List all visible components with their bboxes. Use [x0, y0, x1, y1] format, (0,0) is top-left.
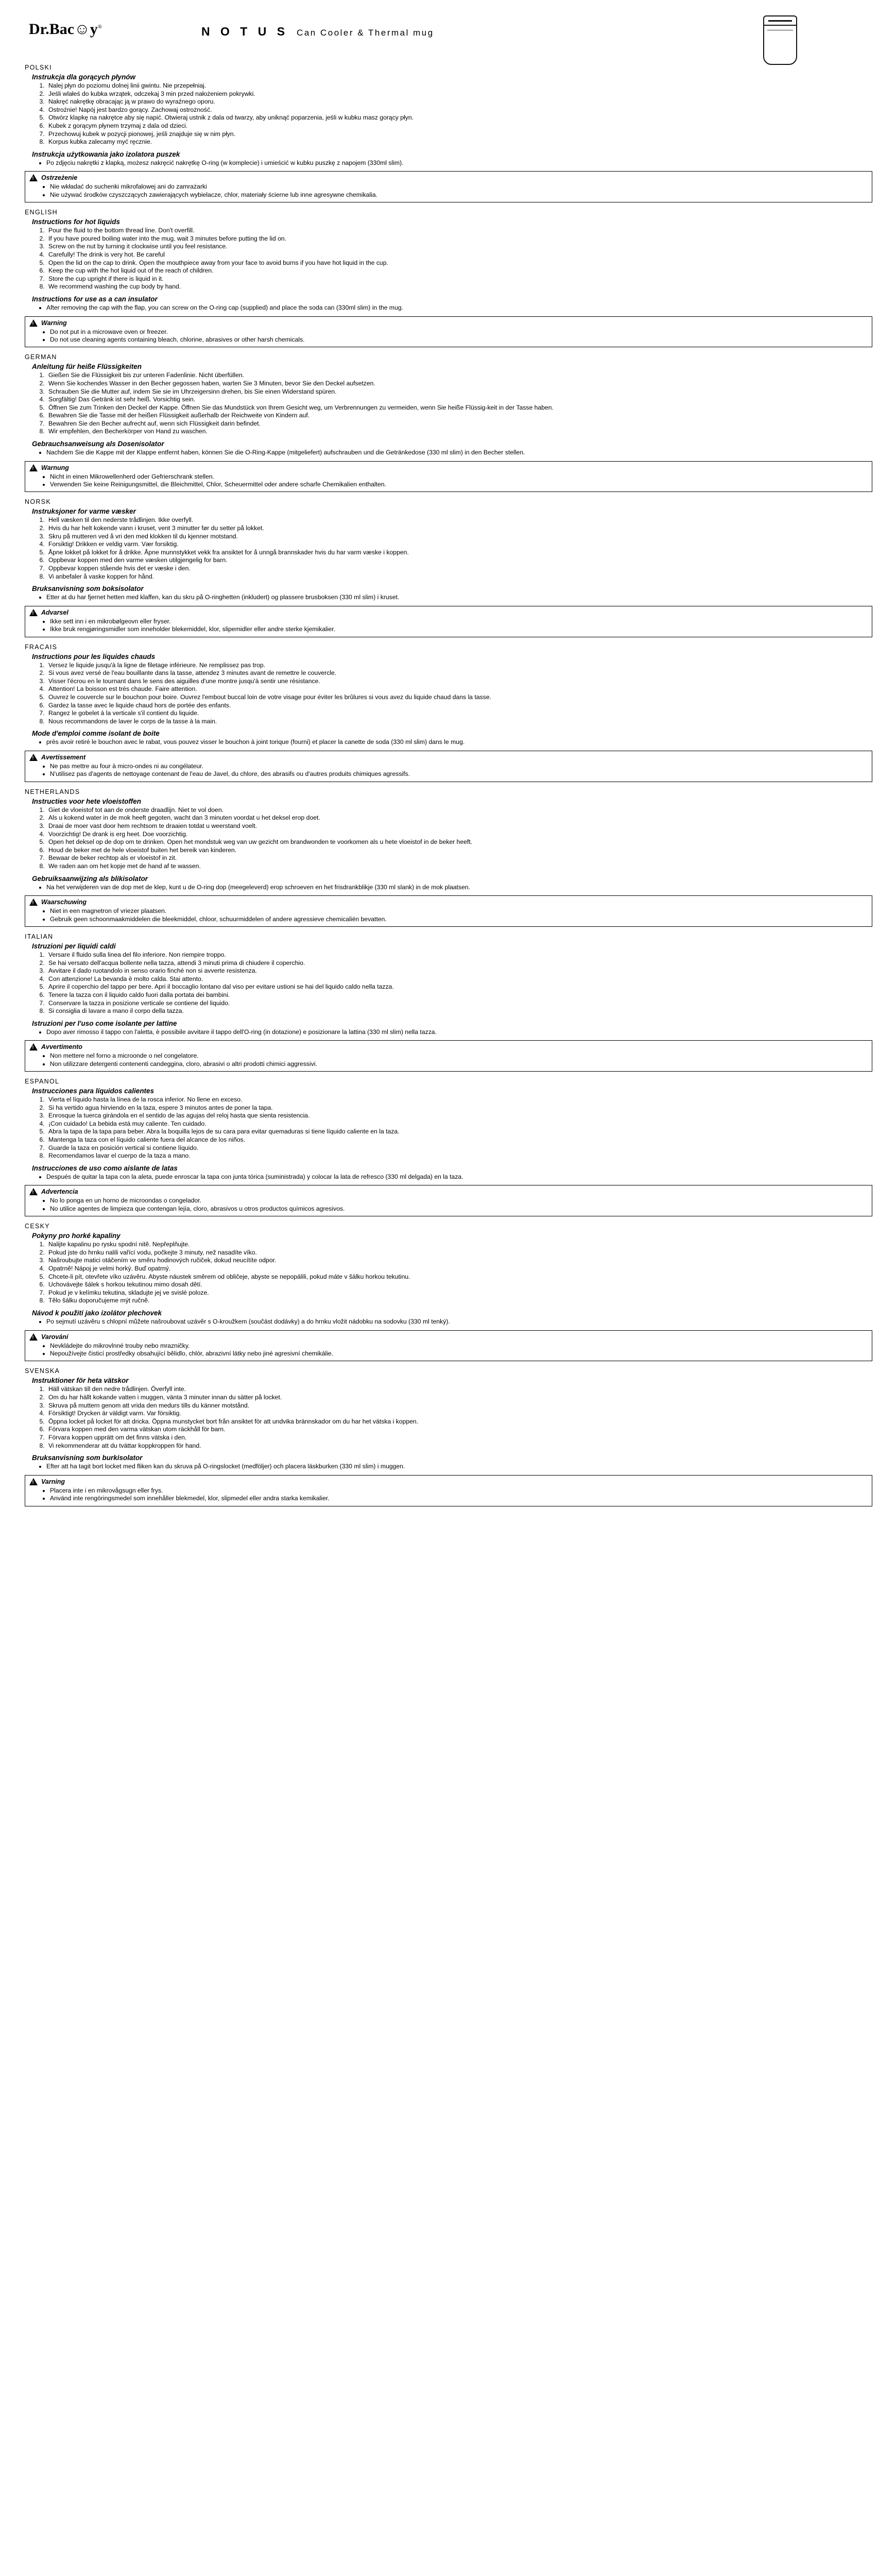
warning-header	[29, 319, 868, 327]
list-item: 6. Keep the cup with the hot liquid out of the reach of children.	[46, 267, 872, 275]
section-title: Návod k použití jako izolátor plechovek	[32, 1309, 162, 1317]
note-list	[24, 1318, 872, 1326]
warning-triangle-icon	[29, 899, 38, 906]
warning-list	[29, 762, 868, 778]
list-item: 6. Oppbevar koppen med den varme væsken utilgjengelig for barn.	[46, 556, 872, 565]
language-block	[24, 209, 872, 347]
list-item: 8. Recomendamos lavar el cuerpo de la taza a mano.	[46, 1152, 872, 1160]
warning-box	[25, 1475, 872, 1506]
list-item: 2. Si ha vertido agua hirviendo en la taza, espere 3 minutos antes de poner la tapa.	[46, 1104, 872, 1112]
section-title: Instrukcja użytkowania jako izolatora puszek	[32, 150, 180, 158]
list-item: 4. Försiktigt! Drycken är väldigt varm. Var försiktig.	[46, 1410, 872, 1418]
list-item: 5. Aprire il coperchio del tappo per bere. Apri il boccaglio lontano dal viso per evitare ustioni se hai del liquido caldo nella tazza.	[46, 983, 872, 991]
language-name: POLSKI	[25, 64, 52, 71]
list-item: 6. Uchovávejte šálek s horkou tekutinou mimo dosah dětí.	[46, 1281, 872, 1289]
list-item: 8. Nous recommandons de laver le corps de la tasse à la main.	[46, 718, 872, 726]
step-list	[24, 1241, 872, 1305]
warning-box	[25, 606, 872, 637]
list-item: 5. Open the lid on the cap to drink. Open the mouthpiece away from your face to avoid burns if you have hot liquid in the cup.	[46, 259, 872, 267]
list-item: 1. Vierta el líquido hasta la línea de la rosca inferior. No llene en exceso.	[46, 1096, 872, 1104]
section-title: Mode d'emploi comme isolant de boite	[32, 730, 160, 738]
section-title: Anleitung für heiße Flüssigkeiten	[32, 363, 142, 371]
list-item: 4. Con attenzione! La bevanda è molto calda. Stai attento.	[46, 975, 872, 984]
warning-title: Avvertimento	[41, 1043, 82, 1051]
warning-item: • Nicht in einen Mikrowellenherd oder Gefrierschrank stellen.	[50, 473, 868, 481]
brand-logo-text: Dr.Bac	[29, 21, 75, 38]
list-item: 8. We recommend washing the cup body by hand.	[46, 283, 872, 291]
list-item: 2. Si vous avez versé de l'eau bouillante dans la tasse, attendez 3 minutes avant de remettre le couvercle.	[46, 669, 872, 677]
warning-header	[29, 1333, 868, 1341]
warning-item: • Gebruik geen schoonmaakmiddelen die bleekmiddel, chloor, schuurmiddelen of andere agressieve chemicaliën bevatten.	[50, 916, 868, 923]
warning-header	[29, 1478, 868, 1485]
warning-item: • Do not use cleaning agents containing bleach, chlorine, abrasives or other harsh chemicals.	[50, 336, 868, 344]
warning-item: • No utilice agentes de limpieza que contengan lejía, cloro, abrasivos u otros productos químicos agresivos.	[50, 1205, 868, 1213]
warning-title: Warning	[41, 319, 67, 327]
warning-item: • Ne pas mettre au four à micro-ondes ni au congélateur.	[50, 762, 868, 770]
warning-item: • Nie używać środków czyszczących zawierających wybielacze, chlor, materiały ścierne lub inne agresywne chemikalia.	[50, 191, 868, 199]
warning-triangle-icon	[29, 609, 38, 616]
list-item: • Efter att ha tagit bort locket med fliken kan du skruva på O-ringslocket (medföljer) och placera läskburken (330 ml slim) i muggen.	[46, 1463, 872, 1471]
warning-list	[29, 618, 868, 634]
list-item: 6. Bewahren Sie die Tasse mit der heißen Flüssigkeit außerhalb der Reichweite von Kindern auf.	[46, 412, 872, 420]
language-block	[24, 933, 872, 1072]
list-item: 7. Guarde la taza en posición vertical si contiene líquido.	[46, 1144, 872, 1153]
list-item: 4. Sorgfältig! Das Getränk ist sehr heiß. Vorsichtig sein.	[46, 396, 872, 404]
list-item: 7. Przechowuj kubek w pozycji pionowej, jeśli znajduje się w nim płyn.	[46, 130, 872, 139]
list-item: 7. Conservare la tazza in posizione verticale se contiene del liquido.	[46, 999, 872, 1008]
warning-item: • Nie wkładać do suchenki mikrofalowej ani do zamrażarki	[50, 183, 868, 191]
list-item: 2. Pokud jste do hrnku nalili vařící vodu, počkejte 3 minuty, než nasadíte víko.	[46, 1249, 872, 1257]
list-item: 4. Voorzichtig! De drank is erg heet. Doe voorzichtig.	[46, 831, 872, 839]
list-item: 5. Chcete-li pít, otevřete víko uzávěru. Abyste náustek směrem od obličeje, abyste se nepopálili, pokud máte v šálku horkou tekutinu.	[46, 1273, 872, 1281]
language-block	[24, 498, 872, 637]
warning-triangle-icon	[29, 319, 38, 327]
section-title: Gebruiksaanwijzing als blikisolator	[32, 874, 148, 883]
list-item: 7. Pokud je v kelímku tekutina, skladujte jej ve svislé poloze.	[46, 1289, 872, 1297]
list-item: 6. Förvara koppen med den varma vätskan utom räckhåll för barn.	[46, 1426, 872, 1434]
note-list	[24, 1028, 872, 1037]
list-item: 5. Abra la tapa de la tapa para beber. Abra la boquilla lejos de su cara para evitar quemaduras si tiene líquido caliente en la taza.	[46, 1128, 872, 1136]
warning-item: • Non utilizzare detergenti contenenti candeggina, cloro, abrasivi o altri prodotti chimici aggressivi.	[50, 1060, 868, 1068]
list-item: • près avoir retiré le bouchon avec le rabat, vous pouvez visser le bouchon à joint torique (fourni) et placer la canette de soda (330 ml slim) dans le mug.	[46, 738, 872, 747]
warning-item: • Niet in een magnetron of vriezer plaatsen.	[50, 907, 868, 915]
list-item: 2. Wenn Sie kochendes Wasser in den Becher gegossen haben, warten Sie 3 Minuten, bevor Sie den Deckel aufsetzen.	[46, 380, 872, 388]
list-item: • Po zdjęciu nakrętki z klapką, możesz nakręcić nakrętkę O-ring (w komplecie) i umieścić w kubku puszkę z napojem (330ml slim).	[46, 159, 872, 167]
document-header	[24, 18, 872, 58]
section-title: Instructies voor hete vloeistoffen	[32, 797, 142, 805]
list-item: 1. Versare il fluido sulla linea del filo inferiore. Non riempire troppo.	[46, 951, 872, 959]
list-item: 5. Open het deksel op de dop om te drinken. Open het mondstuk weg van uw gezicht om brandwonden te voorkomen als u hete vloeistof in de beker heeft.	[46, 838, 872, 846]
section-title: Pokyny pro horké kapaliny	[32, 1232, 120, 1240]
list-item: 3. Draai de moer vast door hem rechtsom te draaien totdat u weerstand voelt.	[46, 822, 872, 831]
list-item: 3. Visser l'écrou en le tournant dans le sens des aiguilles d'une montre jusqu'à sentir une résistance.	[46, 677, 872, 686]
step-list	[24, 82, 872, 146]
list-item: 8. We raden aan om het kopje met de hand af te wassen.	[46, 862, 872, 871]
list-item: 8. Tělo šálku doporučujeme mýt ručně.	[46, 1297, 872, 1305]
list-item: 3. Screw on the nut by turning it clockwise until you feel resistance.	[46, 243, 872, 251]
section-title: Istruzioni per liquidi caldi	[32, 942, 116, 950]
warning-item: • No lo ponga en un horno de microondas o congelador.	[50, 1197, 868, 1205]
list-item: • Na het verwijderen van de dop met de klep, kunt u de O-ring dop (meegeleverd) erop schroeven en het frisdrankblikje (330 ml slank) in de mok plaatsen.	[46, 884, 872, 892]
list-item: 2. Se hai versato dell'acqua bollente nella tazza, attendi 3 minuti prima di chiudere il coperchio.	[46, 959, 872, 968]
warning-item: • Non mettere nel forno a microonde o nel congelatore.	[50, 1052, 868, 1060]
warning-item: • Ikke bruk rengjøringsmidler som inneholder blekemiddel, klor, slipemidler eller andre sterke kjemikalier.	[50, 625, 868, 633]
list-item: 4. Forsiktig! Drikken er veldig varm. Vær forsiktig.	[46, 540, 872, 549]
warning-box	[25, 316, 872, 348]
warning-item: • Nevkládejte do mikrovlnné trouby nebo mrazničky.	[50, 1342, 868, 1350]
list-item: 8. Vi rekommenderar att du tvättar koppkroppen för hand.	[46, 1442, 872, 1450]
brand-logo-smile: ☺	[74, 21, 90, 38]
warning-title: Advarsel	[41, 608, 68, 616]
list-item: 5. Ouvrez le couvercle sur le bouchon pour boire. Ouvrez l'embout buccal loin de votre visage pour éviter les brûlures si vous avez du liquide chaud dans la tasse.	[46, 693, 872, 702]
language-block	[24, 1078, 872, 1216]
step-list	[24, 516, 872, 581]
warning-title: Avertissement	[41, 753, 86, 761]
section-title: Gebrauchsanweisung als Dosenisolator	[32, 440, 164, 448]
brand-logo-tail: y	[90, 21, 98, 38]
warning-header	[29, 174, 868, 181]
warning-item: • Nepoužívejte čisticí prostředky obsahující bělidlo, chlór, abrazivní látky nebo jiné agresivní chemikálie.	[50, 1350, 868, 1358]
warning-box	[25, 1040, 872, 1072]
list-item: 6. Tenere la tazza con il liquido caldo fuori dalla portata dei bambini.	[46, 991, 872, 999]
step-list	[24, 371, 872, 436]
warning-item: • Do not put in a microwave oven or freezer.	[50, 328, 868, 336]
list-item: 7. Bewahren Sie den Becher aufrecht auf, wenn sich Flüssigkeit darin befindet.	[46, 420, 872, 428]
list-item: 3. Skruva på muttern genom att vrida den medurs tills du känner motstånd.	[46, 1402, 872, 1410]
list-item: • After removing the cap with the flap, you can screw on the O-ring cap (supplied) and place the soda can (330ml slim) in the mug.	[46, 304, 872, 312]
list-item: 1. Pour the fluid to the bottom thread line. Don't overfill.	[46, 227, 872, 235]
warning-header	[29, 1043, 868, 1050]
warning-header	[29, 609, 868, 616]
warning-list	[29, 183, 868, 199]
list-item: 2. Jeśli wlałeś do kubka wrzątek, odczekaj 3 min przed nałożeniem pokrywki.	[46, 90, 872, 98]
language-name: FRACAIS	[25, 643, 58, 651]
note-list	[24, 738, 872, 747]
language-sections	[24, 64, 872, 1506]
list-item: 5. Otwórz klapkę na nakrętce aby się napić. Otwieraj ustnik z dala od twarzy, aby uniknąć poparzenia, jeśli w kubku masz gorący płyn.	[46, 114, 872, 122]
product-title-line	[201, 25, 434, 39]
section-title: Bruksanvisning som burkisolator	[32, 1454, 143, 1462]
warning-triangle-icon	[29, 1188, 38, 1195]
language-block	[24, 353, 872, 492]
warning-triangle-icon	[29, 1478, 38, 1485]
list-item: 5. Öffnen Sie zum Trinken den Deckel der Kappe. Öffnen Sie das Mundstück von Ihrem Gesicht weg, um Verbrennungen zu vermeiden, wenn Sie heiße Flüssig-keit in der Tasse haben.	[46, 404, 872, 412]
list-item: 1. Gießen Sie die Flüssigkeit bis zur unteren Fadenlinie. Nicht überfüllen.	[46, 371, 872, 380]
list-item: 4. Carefully! The drink is very hot. Be careful	[46, 251, 872, 259]
language-name: GERMAN	[25, 353, 57, 361]
list-item: • Después de quitar la tapa con la aleta, puede enroscar la tapa con junta tórica (suministrada) y colocar la lata de refresco (330 ml delgada) en la taza.	[46, 1173, 872, 1181]
product-subtitle: Can Cooler & Thermal mug	[297, 28, 434, 38]
language-name: SVENSKA	[25, 1367, 60, 1375]
step-list	[24, 662, 872, 726]
list-item: 6. Gardez la tasse avec le liquide chaud hors de portée des enfants.	[46, 702, 872, 710]
language-name: ITALIAN	[25, 933, 54, 940]
section-title: Instrukcja dla gorących płynów	[32, 73, 136, 81]
warning-item: • Använd inte rengöringsmedel som innehåller blekmedel, klor, slipmedel eller andra starka kemikalier.	[50, 1495, 868, 1502]
list-item: 3. Enrosque la tuerca girándola en el sentido de las agujas del reloj hasta que sienta resistencia.	[46, 1112, 872, 1120]
warning-header	[29, 899, 868, 906]
language-block	[24, 1367, 872, 1506]
language-name: NORSK	[25, 498, 51, 506]
warning-box	[25, 751, 872, 782]
list-item: 4. ¡Con cuidado! La bebida está muy caliente. Ten cuidado.	[46, 1120, 872, 1128]
language-block	[24, 643, 872, 782]
step-list	[24, 1096, 872, 1160]
section-title: Instructions for hot liquids	[32, 218, 120, 226]
list-item: • Nachdem Sie die Kappe mit der Klappe entfernt haben, können Sie die O-Ring-Kappe (mitgeliefert) aufschrauben und die Getränkedose (330 ml slim) in den Becher stellen.	[46, 449, 872, 457]
list-item: 1. Nalej płyn do poziomu dolnej linii gwintu. Nie przepełniaj.	[46, 82, 872, 90]
warning-box	[25, 1185, 872, 1216]
brand-logo	[29, 21, 102, 38]
list-item: 8. Wir empfehlen, den Becherkörper von Hand zu waschen.	[46, 428, 872, 436]
warning-box	[25, 895, 872, 927]
warning-item: • Placera inte i en mikrovågsugn eller frys.	[50, 1487, 868, 1495]
warning-box	[25, 1330, 872, 1362]
step-list	[24, 951, 872, 1015]
warning-item: • N'utilisez pas d'agents de nettoyage contenant de l'eau de Javel, du chlore, des abrasifs ou d'autres produits chimiques agressifs.	[50, 770, 868, 778]
warning-triangle-icon	[29, 174, 38, 181]
warning-list	[29, 907, 868, 923]
list-item: 5. Öppna locket på locket för att dricka. Öppna munstycket bort från ansiktet för att undvika brännskador om du har het vätska i koppen.	[46, 1418, 872, 1426]
list-item: 7. Förvara koppen upprätt om det finns vätska i den.	[46, 1434, 872, 1442]
note-list	[24, 304, 872, 312]
list-item: 3. Schrauben Sie die Mutter auf, indem Sie sie im Uhrzeigersinn drehen, bis Sie einen Widerstand spüren.	[46, 388, 872, 396]
warning-list	[29, 328, 868, 344]
language-name: ESPANOL	[25, 1078, 60, 1086]
list-item: 1. Hell væsken til den nederste trådlinjen. Ikke overfyll.	[46, 516, 872, 524]
list-item: 2. Hvis du har helt kokende vann i kruset, vent 3 minutter før du setter på lokket.	[46, 524, 872, 533]
step-list	[24, 806, 872, 871]
section-title: Instructions pour les liquides chauds	[32, 652, 156, 660]
list-item: 7. Store the cup upright if there is liquid in it.	[46, 275, 872, 283]
list-item: 8. Vi anbefaler å vaske koppen for hånd.	[46, 573, 872, 581]
warning-header	[29, 464, 868, 471]
warning-header	[29, 754, 868, 761]
warning-list	[29, 473, 868, 489]
list-item: 1. Häll vätskan till den nedre trådlinjen. Överfyll inte.	[46, 1385, 872, 1394]
list-item: 4. Opatrně! Nápoj je velmi horký. Buď opatrný.	[46, 1265, 872, 1273]
brand-registered-mark: ®	[97, 24, 102, 30]
list-item: 6. Houd de beker met de hele vloeistof buiten het bereik van kinderen.	[46, 846, 872, 855]
language-name: NETHERLANDS	[25, 788, 80, 795]
warning-list	[29, 1487, 868, 1503]
warning-list	[29, 1052, 868, 1068]
warning-box	[25, 171, 872, 202]
list-item: 4. Ostrożnie! Napój jest bardzo gorący. Zachowaj ostrożność.	[46, 106, 872, 114]
list-item: 2. If you have poured boiling water into the mug, wait 3 minutes before putting the lid on.	[46, 235, 872, 243]
language-block	[24, 64, 872, 202]
list-item: • Dopo aver rimosso il tappo con l'aletta, è possibile avvitare il tappo dell'O-ring (in dotazione) e posizionare la lattina (330 ml slim) nella tazza.	[46, 1028, 872, 1037]
warning-title: Waarschuwing	[41, 899, 87, 906]
note-list	[24, 449, 872, 457]
warning-triangle-icon	[29, 1333, 38, 1341]
warning-title: Warnung	[41, 464, 69, 471]
warning-title: Varning	[41, 1478, 65, 1485]
list-item: 3. Nakręć nakrętkę obracając ją w prawo do wyraźnego oporu.	[46, 98, 872, 106]
step-list	[24, 227, 872, 291]
warning-title: Advertencia	[41, 1188, 78, 1196]
list-item: 7. Bewaar de beker rechtop als er vloeistof in zit.	[46, 854, 872, 862]
language-block	[24, 1223, 872, 1361]
section-title: Instrucciones para líquidos calientes	[32, 1087, 154, 1095]
list-item: 6. Kubek z gorącym płynem trzymaj z dala od dzieci.	[46, 122, 872, 130]
note-list	[24, 594, 872, 602]
product-name: N O T U S	[201, 25, 289, 38]
list-item: 2. Om du har hällt kokande vatten i muggen, vänta 3 minuter innan du sätter på locket.	[46, 1394, 872, 1402]
list-item: 3. Našroubujte matici otáčením ve směru hodinových ručiček, dokud neucítíte odpor.	[46, 1257, 872, 1265]
language-name: CESKY	[25, 1223, 50, 1230]
list-item: 7. Oppbevar koppen stående hvis det er væske i den.	[46, 565, 872, 573]
list-item: 4. Attention! La boisson est très chaude. Faire attention.	[46, 685, 872, 693]
list-item: 8. Si consiglia di lavare a mano il corpo della tazza.	[46, 1007, 872, 1015]
warning-title: Ostrzeżenie	[41, 174, 78, 182]
language-name: ENGLISH	[25, 209, 58, 216]
note-list	[24, 159, 872, 167]
section-title: Istruzioni per l'uso come isolante per lattine	[32, 1019, 177, 1027]
note-list	[24, 884, 872, 892]
section-title: Instructions for use as a can insulator	[32, 295, 158, 303]
warning-triangle-icon	[29, 1043, 38, 1050]
warning-item: • Verwenden Sie keine Reinigungsmittel, die Bleichmittel, Chlor, Scheuermittel oder andere scharfe Chemikalien enthalten.	[50, 481, 868, 488]
list-item: 1. Versez le liquide jusqu'à la ligne de filetage inférieure. Ne remplissez pas trop.	[46, 662, 872, 670]
list-item: 3. Avvitare il dado ruotandolo in senso orario finché non si avverte resistenza.	[46, 967, 872, 975]
list-item: 2. Als u kokend water in de mok heeft gegoten, wacht dan 3 minuten voordat u het deksel erop doet.	[46, 814, 872, 822]
list-item: • Po sejmutí uzávěru s chlopní můžete našroubovat uzávěr s O-kroužkem (součást dodávky) a do hrnku vložit nádobku na sodovku (330 ml tenký).	[46, 1318, 872, 1326]
warning-item: • Ikke sett inn i en mikrobølgeovn eller fryser.	[50, 618, 868, 625]
list-item: 6. Mantenga la taza con el líquido caliente fuera del alcance de los niños.	[46, 1136, 872, 1144]
list-item: 1. Nalijte kapalinu po rysku spodní nitě. Nepřeplňujte.	[46, 1241, 872, 1249]
list-item: • Etter at du har fjernet hetten med klaffen, kan du skru på O-ringhetten (inkludert) og plassere brusboksen (330 ml slim) i kruset.	[46, 594, 872, 602]
list-item: 1. Giet de vloeistof tot aan de onderste draadlijn. Niet te vol doen.	[46, 806, 872, 815]
note-list	[24, 1173, 872, 1181]
warning-list	[29, 1342, 868, 1358]
section-title: Instruksjoner for varme væsker	[32, 507, 136, 516]
warning-title: Varování	[41, 1333, 68, 1341]
list-item: 7. Rangez le gobelet à la verticale s'il contient du liquide.	[46, 709, 872, 718]
warning-list	[29, 1197, 868, 1213]
note-list	[24, 1463, 872, 1471]
step-list	[24, 1385, 872, 1450]
warning-header	[29, 1188, 868, 1195]
section-title: Instrucciones de uso como aislante de latas	[32, 1164, 178, 1172]
list-item: 5. Åpne lokket på lokket for å drikke. Åpne munnstykket vekk fra ansiktet for å unngå brannskader hvis du har varm væske i koppen.	[46, 549, 872, 557]
list-item: 8. Korpus kubka zalecamy myć ręcznie.	[46, 138, 872, 146]
section-title: Bruksanvisning som boksisolator	[32, 585, 144, 593]
warning-triangle-icon	[29, 464, 38, 471]
warning-triangle-icon	[29, 754, 38, 761]
list-item: 3. Skru på mutteren ved å vri den med klokken til du kjenner motstand.	[46, 533, 872, 541]
language-block	[24, 788, 872, 927]
section-title: Instruktioner för heta vätskor	[32, 1377, 129, 1385]
warning-box	[25, 461, 872, 493]
thermal-mug-icon	[754, 15, 811, 67]
